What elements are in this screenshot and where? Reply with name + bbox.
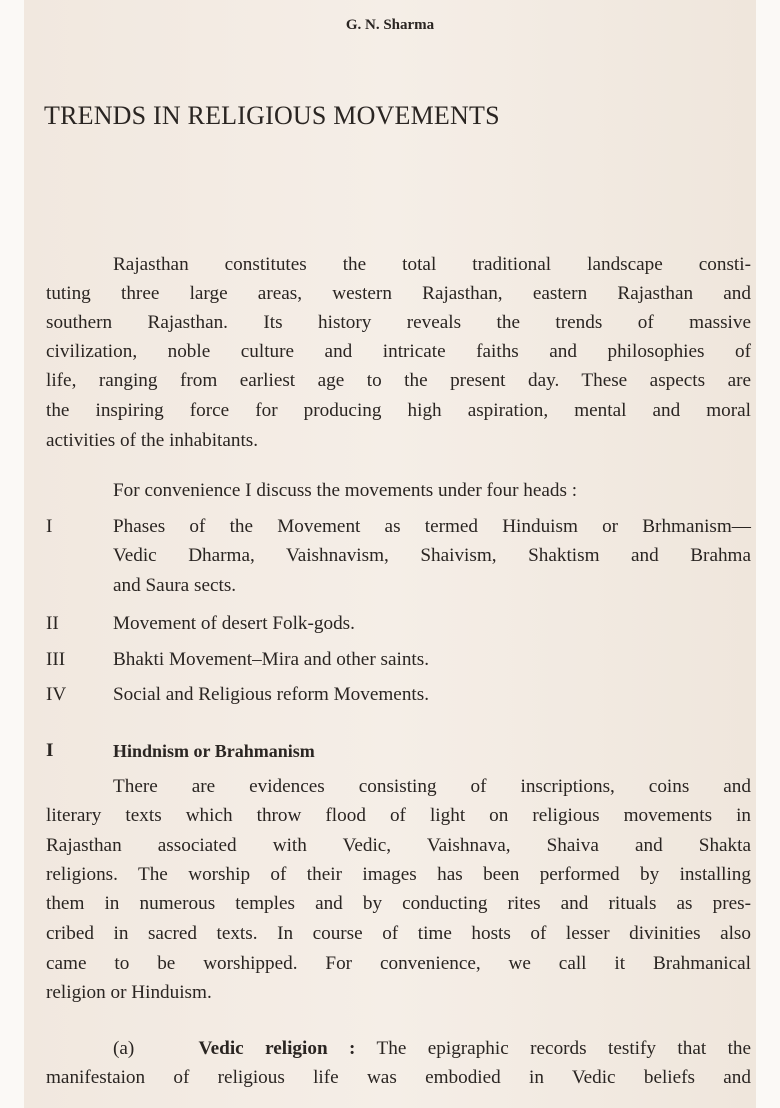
head-number: II [46, 613, 59, 634]
running-header: G. N. Sharma [345, 17, 435, 33]
subsection-label: (a) [113, 1038, 135, 1059]
text-line: came to be worshipped. For convenience, we call it Brahmanical [46, 953, 751, 974]
text-line: religions. The worship of their images has been performed by installing [46, 864, 751, 885]
line-text: The epigraphic records testify that the [376, 1038, 752, 1059]
text-line: cribed in sacred texts. In course of time hosts of lesser divinities also [46, 923, 751, 944]
head-number: I [46, 516, 53, 537]
vedic-paragraph-line: manifestaion of religious life was embodied in Vedic beliefs and [46, 1067, 751, 1088]
head-line: Phases of the Movement as termed Hinduism or Brhmanism— [113, 516, 751, 537]
head-number: III [46, 649, 66, 670]
text-line: them in numerous temples and by conducting rites and rituals as pres- [46, 893, 751, 914]
head-number: IV [46, 684, 67, 705]
text-line: activities of the inhabitants. [46, 430, 259, 451]
head-line: Social and Religious reform Movements. [113, 684, 430, 705]
head-line: Movement of desert Folk-gods. [113, 613, 355, 634]
text-line: There are evidences consisting of inscriptions, coins and [113, 776, 751, 797]
text-line: religion or Hinduism. [46, 982, 212, 1003]
vedic-paragraph-line [113, 1037, 751, 1061]
text-line: southern Rajasthan. Its history reveals the trends of massive [46, 312, 751, 333]
subsection-heading: Vedic religion : [198, 1038, 356, 1059]
text-line: civilization, noble culture and intricate faiths and philosophies of [46, 341, 751, 362]
text-line: tuting three large areas, western Rajasthan, eastern Rajasthan and [46, 283, 751, 304]
text-line: Rajasthan associated with Vedic, Vaishnava, Shaiva and Shakta [46, 835, 751, 856]
head-line: Vedic Dharma, Vaishnavism, Shaivism, Shaktism and Brahma [113, 545, 751, 566]
head-line: and Saura sects. [113, 575, 237, 596]
text-line: literary texts which throw flood of light on religious movements in [46, 805, 751, 826]
section-heading: Hindnism or Brahmanism [113, 741, 315, 761]
head-line: Bhakti Movement–Mira and other saints. [113, 649, 430, 670]
text-line: the inspiring force for producing high aspiration, mental and moral [46, 400, 751, 421]
heads-intro: For convenience I discuss the movements under four heads : [113, 480, 578, 501]
text-line: life, ranging from earliest age to the present day. These aspects are [46, 370, 751, 391]
chapter-title: TRENDS IN RELIGIOUS MOVEMENTS [44, 101, 500, 130]
text-line: Rajasthan constitutes the total traditional landscape consti- [113, 254, 751, 275]
section-number: I [46, 740, 54, 761]
